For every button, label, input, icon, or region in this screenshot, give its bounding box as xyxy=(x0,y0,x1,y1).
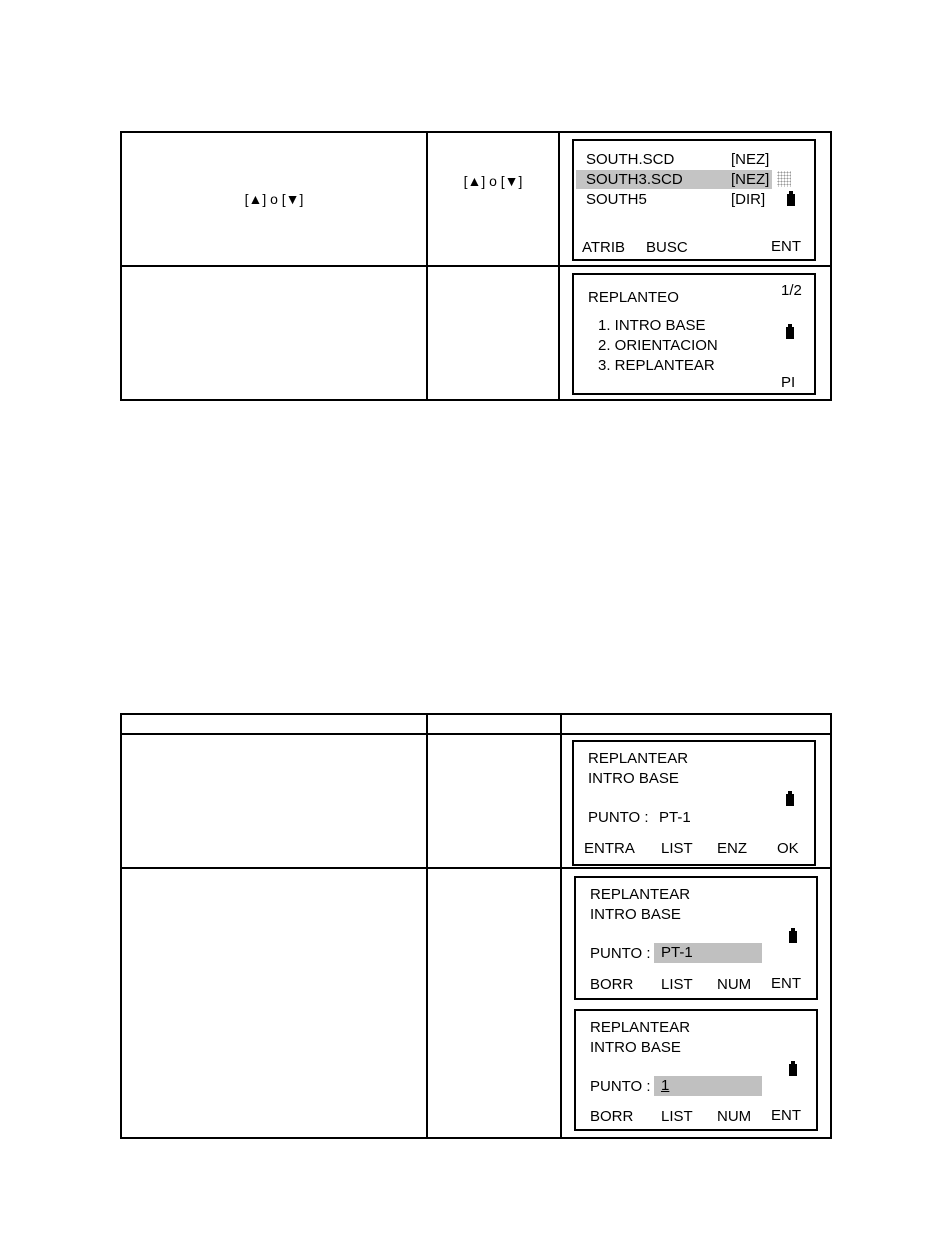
punto-value: 1 xyxy=(661,1077,670,1094)
op-cell-4 xyxy=(121,868,427,1138)
softkey-atrib: ATRIB xyxy=(582,239,626,256)
punto-input-field xyxy=(654,943,762,963)
lcd-intro-base-1 xyxy=(572,740,816,866)
punto-label: PUNTO : xyxy=(590,1078,651,1095)
key-cell-2 xyxy=(427,266,559,400)
screen-line-1: REPLANTEAR xyxy=(590,1019,691,1036)
battery-icon xyxy=(786,327,794,339)
softkey-borr: BORR xyxy=(590,1108,634,1125)
cursor-indicator xyxy=(777,171,791,187)
punto-label: PUNTO : xyxy=(590,945,651,962)
softkey-list: LIST xyxy=(661,840,693,857)
battery-icon xyxy=(789,931,797,943)
softkey-enz: ENZ xyxy=(717,840,747,857)
battery-icon xyxy=(787,194,795,206)
softkey-entra: ENTRA xyxy=(584,840,635,857)
lcd-file-list xyxy=(572,139,816,261)
menu-item-replantear: 3. REPLANTEAR xyxy=(598,357,715,374)
screen-line-2: INTRO BASE xyxy=(588,770,679,787)
screen-line-2: INTRO BASE xyxy=(590,1039,681,1056)
file-type-selected: [NEZ] xyxy=(731,171,770,188)
screen-line-1: REPLANTEAR xyxy=(588,750,689,767)
file-name: SOUTH.SCD xyxy=(586,151,675,168)
lcd-intro-base-3 xyxy=(574,1009,818,1131)
lcd-intro-base-2 xyxy=(574,876,818,1000)
pi-indicator: PI xyxy=(781,374,796,391)
softkey-ent: ENT xyxy=(771,1107,801,1124)
softkey-ent: ENT xyxy=(771,975,801,992)
screen-line-1: REPLANTEAR xyxy=(590,886,691,903)
punto-value: PT-1 xyxy=(661,944,693,961)
file-type: [NEZ] xyxy=(731,151,770,168)
punto-input-field xyxy=(654,1076,762,1096)
menu-title: REPLANTEO xyxy=(588,289,679,306)
menu-item-intro-base: 1. INTRO BASE xyxy=(598,317,706,334)
file-name: SOUTH5 xyxy=(586,191,647,208)
softkey-num: NUM xyxy=(717,1108,752,1125)
menu-item-orientacion: 2. ORIENTACION xyxy=(598,337,718,354)
softkey-num: NUM xyxy=(717,976,752,993)
op-cell-3 xyxy=(121,734,427,868)
battery-icon xyxy=(786,794,794,806)
header-cell-screen xyxy=(561,714,831,734)
battery-icon xyxy=(789,1064,797,1076)
screen-cell-3 xyxy=(561,734,831,868)
screen-line-2: INTRO BASE xyxy=(590,906,681,923)
softkey-ent: ENT xyxy=(771,238,801,255)
punto-value: PT-1 xyxy=(659,809,691,826)
softkey-busc: BUSC xyxy=(646,239,688,256)
procedure-table-2 xyxy=(120,713,832,1139)
screen-cell-4 xyxy=(561,868,831,1138)
lcd-replanteo-menu xyxy=(572,273,816,395)
header-cell-key xyxy=(427,714,561,734)
file-name-selected: SOUTH3.SCD xyxy=(586,171,683,188)
arrow-keys-label: [▲] o [▼] xyxy=(463,173,523,189)
screen-cell-1 xyxy=(559,132,831,266)
punto-label: PUNTO : xyxy=(588,809,649,826)
softkey-ok: OK xyxy=(777,840,799,857)
key-cell-4 xyxy=(427,868,561,1138)
procedure-table-1 xyxy=(120,131,832,401)
page-indicator: 1/2 xyxy=(781,282,802,299)
softkey-borr: BORR xyxy=(590,976,634,993)
op-cell-2 xyxy=(121,266,427,400)
op-cell-1 xyxy=(121,132,427,266)
header-cell-op xyxy=(121,714,427,734)
key-cell-1 xyxy=(427,132,559,266)
softkey-list: LIST xyxy=(661,1108,693,1125)
key-cell-3 xyxy=(427,734,561,868)
file-type: [DIR] xyxy=(731,191,766,208)
screen-cell-2 xyxy=(559,266,831,400)
arrow-keys-label: [▲] o [▼] xyxy=(244,191,304,207)
softkey-list: LIST xyxy=(661,976,693,993)
